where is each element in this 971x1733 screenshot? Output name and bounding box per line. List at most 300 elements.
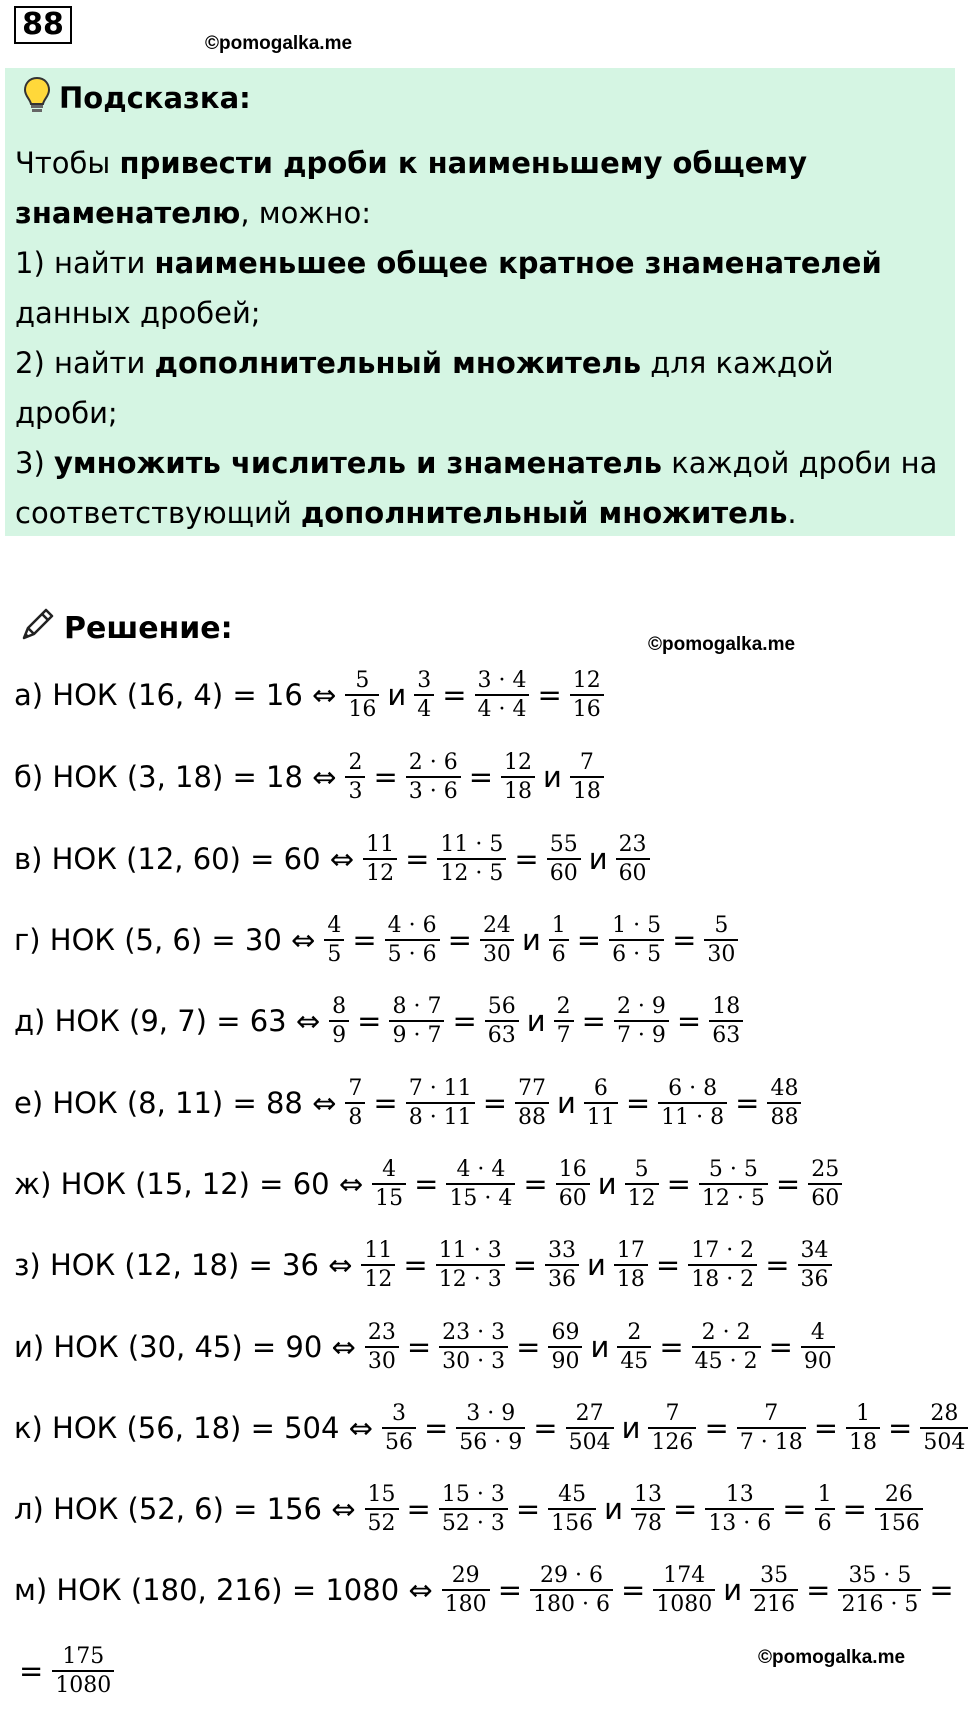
operator: = [537,678,562,712]
denominator: 1080 [52,1670,114,1699]
fraction [442,1562,490,1618]
numerator: 175 [62,1644,105,1669]
numerator: 4 · 6 [387,913,437,938]
numerator: 12 [504,750,533,775]
operator: и [543,760,562,794]
denominator: 11 · 8 [658,1102,727,1131]
denominator: 45 · 2 [692,1346,761,1375]
fraction [446,1156,515,1212]
hint-bold-text: умножить числитель и знаменатель [53,446,663,480]
numerator: 6 [593,1076,608,1101]
numerator: 2 · 2 [701,1320,751,1345]
numerator: 69 [551,1320,580,1345]
denominator: 3 · 6 [406,776,461,805]
solution-row [14,1068,804,1138]
fraction [838,1562,921,1618]
row-label: д) НОК (9, 7) = 63 ⇔ [14,1004,321,1038]
fraction [699,1156,768,1212]
hint-box [5,68,955,536]
row-label: з) НОК (12, 18) = 36 ⇔ [14,1248,353,1282]
operator: = [406,1492,431,1526]
numerator: 24 [482,913,511,938]
hint-title-text: Подсказка: [59,81,251,115]
denominator: 52 · 3 [439,1508,508,1537]
fraction [737,1400,806,1456]
solution-row [14,1230,835,1300]
operator: = [533,1411,558,1445]
watermark-top: ©pomogalka.me [205,33,353,54]
denominator: 12 · 3 [436,1264,505,1293]
denominator: 88 [767,1102,801,1131]
fraction [480,912,514,968]
denominator: 88 [515,1102,549,1131]
fraction [437,831,506,887]
numerator: 3 [391,1401,406,1426]
denominator: 60 [808,1183,842,1212]
numerator: 8 · 7 [392,994,442,1019]
hint-line [15,188,945,238]
fraction [324,912,344,968]
fraction [52,1643,114,1699]
fraction [653,1562,715,1618]
fraction [372,1156,406,1212]
fraction [704,912,738,968]
numerator: 26 [884,1482,913,1507]
operator: и [604,1492,623,1526]
denominator: 12 [625,1183,659,1212]
denominator: 45 [617,1346,651,1375]
hint-text-segment: 3) [15,446,54,480]
solution-row [14,1555,959,1625]
operator: = [659,1330,684,1364]
operator: = [482,1086,507,1120]
denominator: 7 [554,1020,574,1049]
denominator: 52 [365,1508,399,1537]
fraction [515,1075,549,1131]
fraction [750,1562,798,1618]
row-label: ж) НОК (15, 12) = 60 ⇔ [14,1167,364,1201]
numerator: 2 · 9 [616,994,666,1019]
denominator: 30 · 3 [439,1346,508,1375]
operator: = [515,1492,541,1526]
numerator: 35 [760,1563,789,1588]
fraction [345,1075,365,1131]
solution-title-text: Решение: [64,610,233,646]
denominator: 12 · 5 [437,858,506,887]
fraction [614,1237,648,1293]
denominator: 504 [566,1427,614,1456]
denominator: 36 [798,1264,832,1293]
fraction [439,1481,508,1537]
denominator: 16 [345,694,379,723]
numerator: 17 · 2 [691,1238,755,1263]
numerator: 1 [817,1482,832,1507]
numerator: 28 [930,1401,959,1426]
operator: = [403,1248,428,1282]
task-number: 88 [14,6,72,44]
denominator: 18 [614,1264,648,1293]
operator: и [557,1086,576,1120]
hint-bold-text: дополнительный множитель [154,346,642,380]
fraction [389,993,444,1049]
fraction [801,1319,835,1375]
row-label: г) НОК (5, 6) = 30 ⇔ [14,923,316,957]
operator: = [625,1086,651,1120]
denominator: 15 · 4 [446,1183,515,1212]
operator: = [765,1248,790,1282]
solution-row [14,742,607,812]
numerator: 3 · 9 [466,1401,516,1426]
fraction [345,667,379,723]
operator: = [406,1330,432,1364]
fraction [631,1481,665,1537]
operator: = [888,1411,913,1445]
numerator: 4 · 4 [456,1157,506,1182]
fraction [485,993,519,1049]
operator: = [405,842,430,876]
denominator: 1080 [653,1589,715,1618]
numerator: 11 · 5 [440,832,504,857]
fraction [406,1075,475,1131]
denominator: 4 [414,694,434,723]
operator: и [526,1004,546,1038]
operator: = [666,1167,691,1201]
denominator: 8 · 11 [406,1102,475,1131]
denominator: 6 [549,939,569,968]
numerator: 55 [549,832,578,857]
numerator: 2 [627,1320,642,1345]
fraction [815,1481,835,1537]
solution-row [14,1312,838,1382]
numerator: 12 [572,668,601,693]
denominator: 8 [345,1102,365,1131]
operator: = [735,1086,760,1120]
fraction [414,667,434,723]
hint-title [23,78,251,118]
fraction [648,1400,696,1456]
operator: = [516,1330,541,1364]
operator: = [581,1004,606,1038]
denominator: 156 [548,1508,596,1537]
operator: и [387,678,407,712]
numerator: 23 [367,1320,396,1345]
numerator: 25 [811,1157,840,1182]
numerator: 2 [556,994,571,1019]
numerator: 2 · 6 [408,750,458,775]
fraction [345,749,365,805]
fraction [617,1319,651,1375]
operator: = [576,923,602,957]
operator: и [597,1167,617,1201]
fraction [545,1237,579,1293]
denominator: 18 [846,1427,880,1456]
solution-row [14,986,746,1056]
fraction [548,1481,596,1537]
operator: и [587,1248,606,1282]
denominator: 216 [750,1589,798,1618]
denominator: 18 [570,776,604,805]
numerator: 34 [800,1238,829,1263]
operator: = [452,1004,477,1038]
numerator: 174 [663,1563,706,1588]
fraction [709,993,743,1049]
solution-row [14,824,653,894]
denominator: 78 [631,1508,665,1537]
row-label: и) НОК (30, 45) = 90 ⇔ [14,1330,356,1364]
numerator: 56 [487,994,516,1019]
fraction [584,1075,618,1131]
fraction [365,1319,399,1375]
numerator: 35 · 5 [848,1563,912,1588]
row-label: е) НОК (8, 11) = 88 ⇔ [14,1086,337,1120]
fraction [808,1156,842,1212]
numerator: 27 [575,1401,604,1426]
denominator: 90 [548,1346,582,1375]
fraction [625,1156,659,1212]
numerator: 2 [348,750,363,775]
numerator: 45 [558,1482,587,1507]
fraction [365,1481,399,1537]
hint-text-segment: , можно: [240,196,372,230]
numerator: 7 · 11 [408,1076,472,1101]
denominator: 18 · 2 [688,1264,757,1293]
numerator: 29 [451,1563,480,1588]
hint-line [15,288,945,338]
denominator: 36 [545,1264,579,1293]
denominator: 180 · 6 [530,1589,613,1618]
denominator: 504 [920,1427,968,1456]
numerator: 7 [665,1401,680,1426]
numerator: 1 · 5 [612,913,662,938]
operator: = [497,1573,522,1607]
numerator: 4 [382,1157,397,1182]
fraction [530,1562,613,1618]
denominator: 156 [875,1508,923,1537]
operator: = [806,1573,831,1607]
operator: = [620,1573,646,1607]
solution-row [14,905,741,975]
numerator: 3 · 4 [477,668,527,693]
fraction [570,667,604,723]
lightbulb-icon [23,76,51,121]
numerator: 16 [558,1157,587,1182]
numerator: 23 · 3 [442,1320,506,1345]
denominator: 30 [365,1346,399,1375]
fraction [688,1237,757,1293]
numerator: 1 [856,1401,871,1426]
operator: = [442,678,467,712]
fraction [798,1237,832,1293]
solution-title [18,603,233,653]
row-label: а) НОК (16, 4) = 16 ⇔ [14,678,337,712]
numerator: 6 · 8 [668,1076,718,1101]
operator: и [590,1330,610,1364]
operator: = [447,923,472,957]
fraction [456,1400,525,1456]
denominator: 16 [570,694,604,723]
denominator: 5 · 6 [385,939,440,968]
denominator: 126 [648,1427,696,1456]
numerator: 13 [725,1482,754,1507]
fraction [692,1319,761,1375]
fraction [382,1400,416,1456]
numerator: 7 [348,1076,363,1101]
denominator: 30 [480,939,514,968]
numerator: 33 [548,1238,577,1263]
operator: = [373,1086,398,1120]
denominator: 30 [704,939,738,968]
numerator: 13 [634,1482,662,1507]
numerator: 5 [634,1157,649,1182]
numerator: 15 · 3 [441,1482,505,1507]
hint-line [15,438,945,488]
denominator: 6 · 5 [609,939,664,968]
numerator: 11 [366,832,395,857]
hint-text [15,138,945,538]
denominator: 12 [363,858,397,887]
hint-line [15,488,945,538]
numerator: 8 [332,994,347,1019]
numerator: 5 [714,913,729,938]
hint-text-segment: 2) найти [15,346,155,380]
operator: = [704,1411,729,1445]
hint-line [15,138,945,188]
hint-line [15,238,945,288]
operator: и [521,923,541,957]
numerator: 77 [518,1076,546,1101]
numerator: 48 [770,1076,799,1101]
fraction [658,1075,727,1131]
numerator: 11 [364,1238,393,1263]
row-label: = [19,1654,44,1688]
row-label: м) НОК (180, 216) = 1080 ⇔ [14,1573,433,1607]
operator: = [929,1573,954,1607]
row-label: в) НОК (12, 60) = 60 ⇔ [14,842,355,876]
solution-row [14,1474,926,1544]
denominator: 13 · 6 [705,1508,774,1537]
operator: и [588,842,608,876]
denominator: 4 · 4 [475,694,530,723]
denominator: 9 [329,1020,349,1049]
denominator: 7 · 18 [737,1427,806,1456]
denominator: 63 [485,1020,519,1049]
denominator: 90 [801,1346,835,1375]
hint-text-segment: . [787,496,797,530]
denominator: 63 [709,1020,743,1049]
fraction [609,912,664,968]
hint-text-segment: для каждой дроби; [15,346,834,430]
watermark-solution: ©pomogalka.me [648,634,796,655]
denominator: 15 [372,1183,406,1212]
denominator: 12 [361,1264,395,1293]
numerator: 3 [417,668,432,693]
denominator: 56 · 9 [456,1427,525,1456]
denominator: 12 · 5 [699,1183,768,1212]
numerator: 17 [616,1238,645,1263]
denominator: 60 [556,1183,590,1212]
fraction [501,749,535,805]
numerator: 29 · 6 [539,1563,603,1588]
solution-row [14,1149,845,1219]
solution-row [14,660,607,730]
operator: = [813,1411,839,1445]
operator: = [423,1411,449,1445]
denominator: 9 · 7 [389,1020,444,1049]
denominator: 3 [345,776,365,805]
operator: = [782,1492,807,1526]
numerator: 5 [355,668,370,693]
watermark-bottom: ©pomogalka.me [758,1647,906,1668]
row-label: к) НОК (56, 18) = 504 ⇔ [14,1411,373,1445]
denominator: 180 [442,1589,490,1618]
operator: = [676,1004,702,1038]
hint-text-segment: каждой дроби на [662,446,938,480]
hint-bold-text: наименьшее общее кратное знаменателей [154,246,882,280]
operator: = [842,1492,867,1526]
hint-text-segment: соответствующий [15,496,301,530]
denominator: 60 [616,858,650,887]
denominator: 216 · 5 [838,1589,921,1618]
numerator: 23 [618,832,647,857]
hint-line [15,338,945,438]
fraction [767,1075,801,1131]
fraction [475,667,530,723]
hint-bold-text: знаменателю [15,196,241,230]
hint-text-segment: данных дробей; [15,296,261,330]
numerator: 4 [810,1320,825,1345]
operator: = [468,760,494,794]
operator: = [357,1004,382,1038]
fraction [566,1400,614,1456]
fraction [547,831,581,887]
operator: = [523,1167,548,1201]
numerator: 7 [579,750,594,775]
hint-text-segment: Чтобы [15,146,120,180]
operator: = [673,1492,698,1526]
fraction [614,993,669,1049]
fraction [548,1319,582,1375]
fraction [920,1400,968,1456]
fraction [875,1481,923,1537]
denominator: 56 [382,1427,416,1456]
fraction [406,749,461,805]
numerator: 15 [367,1482,396,1507]
denominator: 7 · 9 [614,1020,669,1049]
operator: = [414,1167,439,1201]
fraction [616,831,650,887]
numerator: 11 · 3 [438,1238,502,1263]
hint-bold-text: привести дроби к наименьшему общему [119,146,807,180]
numerator: 7 [764,1401,779,1426]
operator: = [655,1248,681,1282]
numerator: 5 · 5 [708,1157,758,1182]
fraction [329,993,349,1049]
operator: и [621,1411,641,1445]
fraction [361,1237,395,1293]
pencil-icon [18,604,58,652]
fraction [385,912,440,968]
operator: = [768,1330,793,1364]
fraction [556,1156,590,1212]
hint-bold-text: дополнительный множитель [300,496,788,530]
fraction [549,912,569,968]
fraction [436,1237,505,1293]
fraction [570,749,604,805]
denominator: 11 [584,1102,618,1131]
numerator: 1 [551,913,566,938]
denominator: 18 [501,776,535,805]
solution-row [14,1393,971,1463]
